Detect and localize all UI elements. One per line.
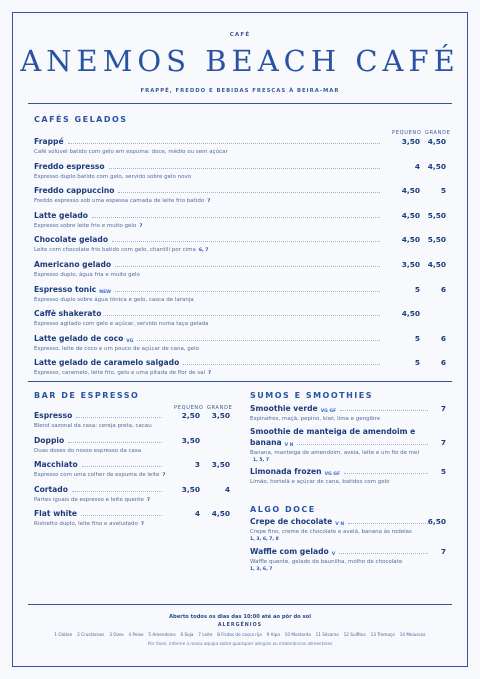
allergen-entry: 14 Moluscos <box>399 632 426 637</box>
item-description <box>34 247 446 254</box>
column-header-small: PEQUENO <box>174 405 204 411</box>
eyebrow-label: CAFÉ <box>229 32 251 38</box>
menu-item-row <box>250 403 446 414</box>
menu-item <box>250 427 446 464</box>
price-small: 3,50 <box>181 484 200 494</box>
dot-leader <box>137 340 380 341</box>
item-name: Chocolate gelado <box>34 235 109 245</box>
item-description <box>250 416 446 423</box>
footer-divider <box>28 604 452 605</box>
item-name: Frappé <box>34 137 64 146</box>
allergen-codes: 1, 3, 6, 7, 8 <box>250 537 279 542</box>
item-description-text: Duas doses do nosso espresso da casa <box>34 447 142 454</box>
item-description-text: Limão, hortelã e açúcar de cana, batidos com gelo <box>250 479 390 485</box>
allergen-entry: 6 Soja <box>180 632 194 637</box>
menu-item <box>250 403 446 423</box>
allergen-codes: 1, 5, 7 <box>253 458 269 463</box>
item-description <box>34 448 230 455</box>
item-description <box>34 472 230 479</box>
price-small: 4,50 <box>401 235 420 245</box>
dietary-tag: V N <box>335 522 345 527</box>
price-small: 4 <box>194 509 200 518</box>
dot-leader <box>105 315 380 316</box>
price: 7 <box>440 438 446 447</box>
allergens-list <box>20 632 460 637</box>
item-name: Americano gelado <box>34 260 112 269</box>
item-name: Cortado <box>34 484 68 494</box>
item-description <box>250 559 446 566</box>
dietary-tag: VG <box>126 338 134 344</box>
allergen-entry: 12 Sulfitos <box>343 632 366 637</box>
item-description <box>34 198 446 205</box>
item-description-text: Espresso sobre leite frio e muito gelo <box>34 222 137 229</box>
item-name: Caffè shakerato <box>34 309 102 319</box>
item-description-text: Partes iguais de espresso e leite quente <box>34 496 144 503</box>
allergen-line <box>250 566 446 573</box>
price: 5 <box>440 467 446 476</box>
item-description <box>34 346 446 353</box>
item-description-text: Espresso duplo, água fria e muito gelo <box>34 272 140 278</box>
item-name: Freddo espresso <box>34 161 105 171</box>
item-name: Latte gelado de coco <box>34 333 124 343</box>
item-name: Latte gelado <box>34 210 88 220</box>
item-name: Crepe de chocolate <box>250 517 333 526</box>
allergen-entry: 13 Tremoço <box>370 632 395 637</box>
section-title-sumos: SUMOS E SMOOTHIES <box>250 391 373 400</box>
menu-item-row <box>34 435 230 446</box>
price-large: 4,50 <box>427 137 446 146</box>
section-title-cafes-gelados: CAFÉS GELADOS <box>34 115 128 124</box>
menu-item-row <box>34 459 230 470</box>
item-description-text: Espinafres, maçã, pepino, kiwi, lima e gengibre <box>250 416 381 422</box>
dot-leader <box>115 266 380 267</box>
price-large: 5,50 <box>427 235 446 245</box>
price-large: 5,50 <box>427 210 446 220</box>
menu-item <box>34 284 446 304</box>
item-description-text: Waffle quente, gelado de baunilha, molho de chocolate <box>250 559 403 565</box>
menu-item <box>34 259 446 279</box>
item-description-text: Espresso duplo sobre água tónica e gelo, casca de laranja <box>34 296 194 303</box>
price-large: 4 <box>224 484 230 494</box>
menu-item-row <box>34 484 230 495</box>
allergen-entry: 11 Sésamo <box>315 632 339 637</box>
item-description-text: Banana, manteiga de amendoim, aveia, leite e um fio de mel <box>250 450 420 456</box>
menu-item-row <box>34 210 446 221</box>
opening-hours: Aberto todos os dias das 10:00 até ao pôr do sol <box>169 614 311 620</box>
dot-leader <box>92 217 380 218</box>
menu-item-row <box>34 161 446 172</box>
dot-leader <box>118 192 380 193</box>
dietary-tag: VG GF <box>324 472 341 477</box>
dot-leader <box>82 466 162 467</box>
price-large: 3,50 <box>211 411 230 420</box>
menu-item-row <box>34 259 446 270</box>
section-divider <box>28 381 452 382</box>
menu-item-row <box>34 410 230 421</box>
column-header-large: GRANDE <box>207 405 233 411</box>
price-small: 3 <box>194 460 200 469</box>
item-description <box>34 272 446 279</box>
allergen-entry: 4 Peixe <box>128 632 144 637</box>
menu-item-row <box>250 437 446 448</box>
item-description <box>250 529 446 536</box>
dot-leader <box>109 168 380 169</box>
column-header-small: PEQUENO <box>392 130 422 136</box>
allergens-title: ALERGÉNIOS <box>217 623 263 628</box>
dot-leader <box>68 442 162 443</box>
item-description <box>250 479 446 486</box>
allergen-codes: 7 <box>140 522 144 527</box>
allergen-entry: 3 Ovos <box>109 632 124 637</box>
item-name: Smoothie de manteiga de amendoim e <box>250 427 416 436</box>
dot-leader <box>68 143 380 144</box>
menu-item <box>250 546 446 573</box>
allergen-entry: 1 Glúten <box>54 632 73 637</box>
menu-item-row <box>34 284 446 295</box>
price-large: 6 <box>440 333 446 343</box>
item-name: Macchiato <box>34 460 78 469</box>
dietary-tag: VG GF <box>320 409 337 414</box>
allergen-codes: 7 <box>146 497 150 503</box>
price-small: 2,50 <box>181 411 200 420</box>
allergen-codes: 1, 3, 6, 7 <box>250 567 273 572</box>
price-large: 3,50 <box>211 460 230 469</box>
dot-leader <box>297 444 428 445</box>
allergen-codes: 7 <box>208 371 212 377</box>
item-description-text: Crepe fino, creme de chocolate e avelã, banana às rodelas <box>250 529 412 535</box>
item-name-continued: banana <box>250 438 282 447</box>
item-name: Espresso tonic <box>34 284 97 294</box>
price-small: 3,50 <box>401 137 420 146</box>
allergen-line <box>250 536 446 543</box>
item-description <box>34 297 446 304</box>
allergen-line <box>250 457 446 464</box>
price-small: 4 <box>414 161 420 171</box>
item-description <box>34 321 446 328</box>
menu-item <box>250 466 446 486</box>
allergen-entry: 10 Mostarda <box>284 632 311 637</box>
item-name: Limonada frozen <box>250 467 322 476</box>
dot-leader <box>115 291 380 292</box>
menu-item <box>34 161 446 181</box>
price-large: 6 <box>440 358 446 368</box>
price-small: 3,50 <box>401 260 420 269</box>
price-small: 4,50 <box>401 309 420 319</box>
price: 7 <box>440 547 446 556</box>
menu-item-row <box>250 466 446 477</box>
menu-item <box>34 435 230 455</box>
dot-leader <box>340 410 428 411</box>
price-small: 4,50 <box>401 210 420 220</box>
item-description <box>34 497 230 504</box>
allergen-codes: 7 <box>207 199 211 205</box>
item-name: Smoothie verde <box>250 404 318 413</box>
dot-leader <box>339 553 428 554</box>
item-description-text: Espresso duplo batido com gelo, servido sobre gelo novo <box>34 173 192 180</box>
menu-item-row <box>34 234 446 245</box>
item-description-text: Espresso agitado com gelo e açúcar, servido numa taça gelada <box>34 321 209 328</box>
menu-item-row <box>34 333 446 344</box>
allergen-entry: 7 Leite <box>198 632 213 637</box>
item-name: Espresso <box>34 411 73 420</box>
item-description-text: Blend sazonal da casa: cereja preta, cacau <box>34 423 152 429</box>
menu-item <box>34 234 446 254</box>
allergen-entry: 8 Frutos de casca rija <box>217 632 262 637</box>
dot-leader <box>344 473 428 474</box>
allergen-codes: 6, 7 <box>198 248 209 254</box>
allergen-codes: 7 <box>139 223 143 229</box>
item-description-text: Freddo espresso sob uma espessa camada de leite frio batido <box>34 198 205 205</box>
menu-item <box>34 410 230 430</box>
tagline: FRAPPÉ, FREDDO E BEBIDAS FRESCAS À BEIRA-MAR <box>140 88 340 94</box>
page-title: ANEMOS BEACH CAFÉ <box>20 44 460 78</box>
price-large: 4,50 <box>427 260 446 269</box>
item-description-text: Café solúvel batido com gelo em espuma: doce, médio ou sem açúcar <box>34 149 228 155</box>
column-header-large: GRANDE <box>425 130 451 136</box>
dot-leader <box>348 523 428 524</box>
menu-item <box>34 333 446 353</box>
dietary-tag: V N <box>284 443 294 448</box>
dot-leader <box>72 491 162 492</box>
dietary-tag: V <box>331 552 336 557</box>
item-description-text: Espresso com uma colher de espuma de leite <box>34 472 160 478</box>
section-title-bar-espresso: BAR DE ESPRESSO <box>34 391 140 400</box>
menu-item <box>34 185 446 205</box>
menu-item <box>34 484 230 504</box>
menu-item-row <box>34 136 446 147</box>
allergen-codes: 7 <box>162 473 166 478</box>
item-description-text: Ristretto duplo, leite fino e aveludado <box>34 521 138 527</box>
item-name: Latte gelado de caramelo salgado <box>34 358 180 368</box>
menu-item-row <box>250 546 446 557</box>
item-description <box>34 423 230 430</box>
price-large: 6 <box>440 284 446 294</box>
dot-leader <box>112 241 380 242</box>
item-name: Freddo cappuccino <box>34 186 115 196</box>
price-large: 4,50 <box>211 509 230 518</box>
price-small: 4,50 <box>401 186 420 196</box>
menu-item <box>34 136 446 156</box>
menu-item-row <box>34 308 446 319</box>
item-description <box>34 223 446 230</box>
menu-item <box>34 308 446 328</box>
item-name: Waffle com gelado <box>250 547 329 556</box>
allergen-entry: 2 Crustáceos <box>77 632 105 637</box>
item-description <box>34 370 446 377</box>
header-divider <box>28 103 452 104</box>
menu-item-row <box>250 516 446 527</box>
allergy-note: Por favor, informe a nossa equipa sobre quaisquer alergias ou intolerâncias alimentares <box>147 641 333 646</box>
price: 6,50 <box>427 517 446 526</box>
item-name: Flat white <box>34 509 77 518</box>
dietary-tag: NEW <box>99 289 112 295</box>
price-small: 5 <box>414 333 420 343</box>
menu-item <box>250 516 446 543</box>
price-small: 5 <box>414 284 420 294</box>
item-description-text: Leite com chocolate frio batido com gelo, chantili por cima <box>34 247 196 254</box>
price: 7 <box>440 404 446 413</box>
item-description <box>34 149 446 156</box>
item-name: Doppio <box>34 435 65 445</box>
menu-item <box>34 357 446 377</box>
menu-item <box>34 459 230 479</box>
dot-leader <box>76 417 162 418</box>
item-description-text: Espresso, caramelo, leite frio, gelo e uma pitada de flor de sal <box>34 370 206 377</box>
price-small: 3,50 <box>181 435 200 445</box>
allergen-entry: 9 Aipo <box>266 632 280 637</box>
item-description <box>34 521 230 528</box>
price-large: 4,50 <box>427 161 446 171</box>
price-large: 5 <box>440 186 446 196</box>
menu-item-row <box>34 357 446 368</box>
item-description <box>34 174 446 181</box>
menu-item-row <box>34 185 446 196</box>
dot-leader <box>183 364 380 365</box>
dot-leader <box>81 515 162 516</box>
item-description-text: Espresso, leite de coco e um pouco de açúcar de cana, gelo <box>34 345 200 352</box>
price-small: 5 <box>414 358 420 368</box>
menu-item <box>34 508 230 528</box>
menu-item <box>34 210 446 230</box>
menu-item-row <box>34 508 230 519</box>
item-description <box>250 450 446 457</box>
allergen-entry: 5 Amendoins <box>148 632 176 637</box>
section-title-algo-doce: ALGO DOCE <box>250 505 316 514</box>
